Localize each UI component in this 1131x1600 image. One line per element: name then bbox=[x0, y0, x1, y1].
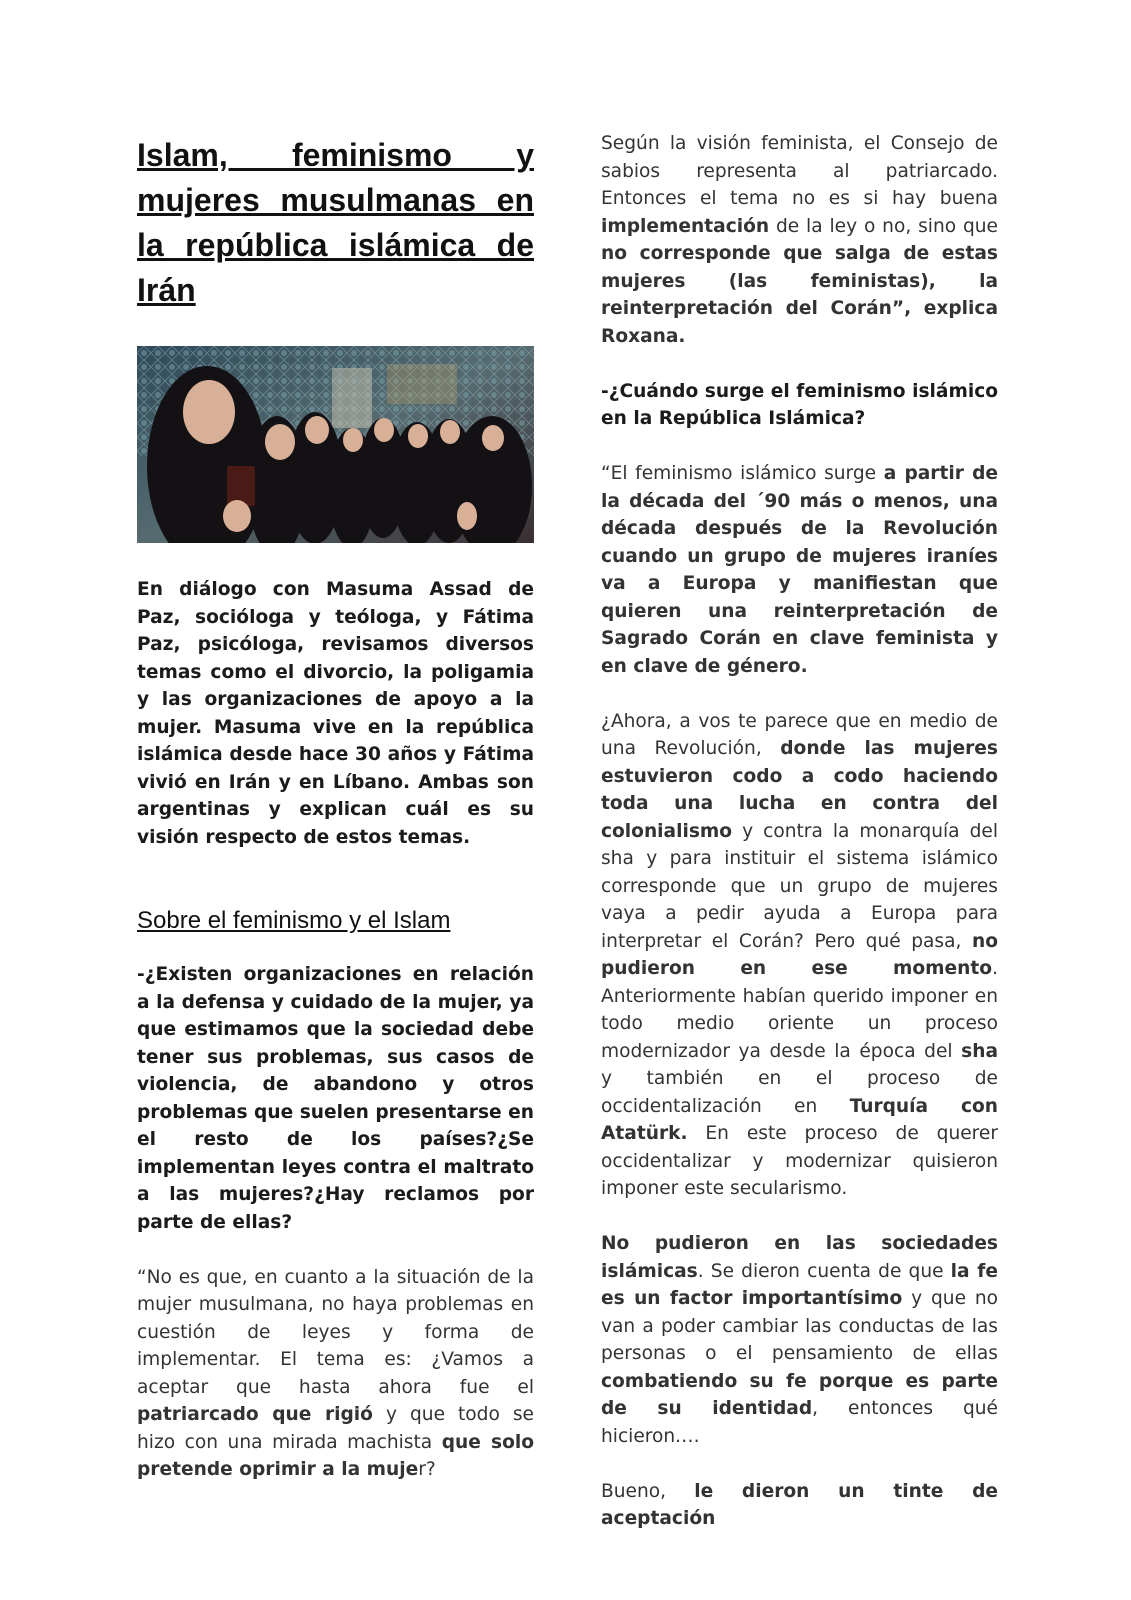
answer-1c-bold-d: no corresponde que salga de estas mujeres (las feministas), la reinterpretación del Corán”, explica Roxana. bbox=[601, 243, 998, 347]
answer-1 bbox=[137, 1264, 534, 1484]
right-column bbox=[601, 130, 998, 1533]
answer-1-text-a: “No es que, en cuanto a la situación de la mujer musulmana, no haya problemas en cuestión de leyes y forma de implementar. El tema es: ¿Vamos a aceptar que hasta ahora fue el bbox=[137, 1266, 534, 1398]
answer-2-text-a: “El feminismo islámico surge bbox=[601, 463, 884, 484]
left-column bbox=[137, 130, 534, 1484]
answer-3-bold-b: donde las mujeres estuvieron codo a codo haciendo toda una lucha en contra del colonialismo bbox=[601, 738, 998, 842]
answer-3-bold-h: Turquía con Atatürk. bbox=[601, 1095, 998, 1144]
answer-1-text-e: r? bbox=[418, 1459, 436, 1480]
answer-1-text-c: y que todo se hizo con una mirada machista bbox=[137, 1404, 534, 1453]
question-1: -¿Existen organizaciones en relación a la defensa y cuidado de la mujer, ya que estimamos que la sociedad debe tener sus problemas, sus casos de violencia, de abandono y otros problemas que suelen presentarse en el resto de los países?¿Se implementan leyes contra el maltrato a las mujeres?¿Hay reclamos por parte de ellas? bbox=[137, 964, 534, 1233]
answer-5-bold-b: le dieron un tinte de aceptación bbox=[601, 1480, 998, 1529]
answer-2 bbox=[601, 460, 998, 680]
answer-3 bbox=[601, 708, 998, 1203]
answer-3-bold-f: sha bbox=[961, 1040, 998, 1062]
answer-4-text-d: y que no van a poder cambiar las conductas de las personas o el pensamiento de ellas bbox=[601, 1288, 998, 1364]
answer-1-bold-b: patriarcado que rigió bbox=[137, 1404, 373, 1425]
answer-4-bold-c: la fe es un factor importantísimo bbox=[601, 1260, 998, 1309]
answer-3-bold-d: no pudieron en ese momento bbox=[601, 930, 998, 979]
answer-1c-text-a: Según la visión feminista, el Consejo de sabios representa al patriarcado. Entonces el tema no es si hay buena bbox=[601, 133, 998, 209]
intro-paragraph: En diálogo con Masuma Assad de Paz, socióloga y teóloga, y Fátima Paz, psicóloga, revisamos diversos temas como el divorcio, la poligamia y las organizaciones de apoyo a la mujer. Masuma vive en la república islámica desde hace 30 años y Fátima vivió en Irán y en Líbano. Ambas son argentinas y explican cuál es su visión respecto de estos temas. bbox=[137, 579, 534, 848]
section-heading: Sobre el feminismo y el Islam bbox=[137, 907, 451, 934]
answer-3-text-g: y también en el proceso de occidentalización en bbox=[601, 1068, 998, 1117]
answer-3-text-e: . Anteriormente habían querido imponer en todo medio oriente un proceso modernizador ya desde la época del bbox=[601, 958, 998, 1062]
answer-3-text-c: y contra la monarquía del sha y para instituir el sistema islámico corresponde que un grupo de mujeres vaya a pedir ayuda a Europa para interpretar el Corán? Pero qué pasa, bbox=[601, 820, 998, 952]
answer-1c-bold-b: implementación bbox=[601, 215, 770, 237]
answer-5 bbox=[601, 1478, 998, 1533]
answer-5-text-a: Bueno, bbox=[601, 1480, 695, 1502]
answer-3-text-i: En este proceso de querer occidentalizar y modernizar quisieron imponer este secularismo. bbox=[601, 1123, 998, 1199]
answer-4-text-f: , entonces qué hicieron.… bbox=[601, 1398, 998, 1447]
answer-1c-text-c: de la ley o no, sino que bbox=[769, 215, 998, 237]
photo-iranian-women bbox=[137, 346, 534, 543]
answer-4-text-b: . Se dieron cuenta de que bbox=[697, 1260, 951, 1282]
answer-1-continued bbox=[601, 130, 998, 350]
answer-4 bbox=[601, 1230, 998, 1450]
answer-4-bold-e: combatiendo su fe porque es parte de su identidad bbox=[601, 1370, 998, 1419]
answer-3-text-a: ¿Ahora, a vos te parece que en medio de una Revolución, bbox=[601, 710, 998, 759]
answer-4-bold-a: No pudieron en las sociedades islámicas bbox=[601, 1233, 998, 1282]
article-title: Islam, feminismo y mujeres musulmanas en la república islámica de Irán bbox=[137, 137, 534, 308]
answer-1-bold-d: que solo pretende oprimir a la muje bbox=[137, 1431, 534, 1480]
answer-2-bold-b: a partir de la década del ´90 más o menos, una década después de la Revolución cuando un grupo de mujeres iraníes va a Europa y manifiestan que quieren una reinterpretación de Sagrado Corán en clave feminista y en clave de género. bbox=[601, 463, 998, 677]
question-2: -¿Cuándo surge el feminismo islámico en la República Islámica? bbox=[601, 380, 998, 429]
